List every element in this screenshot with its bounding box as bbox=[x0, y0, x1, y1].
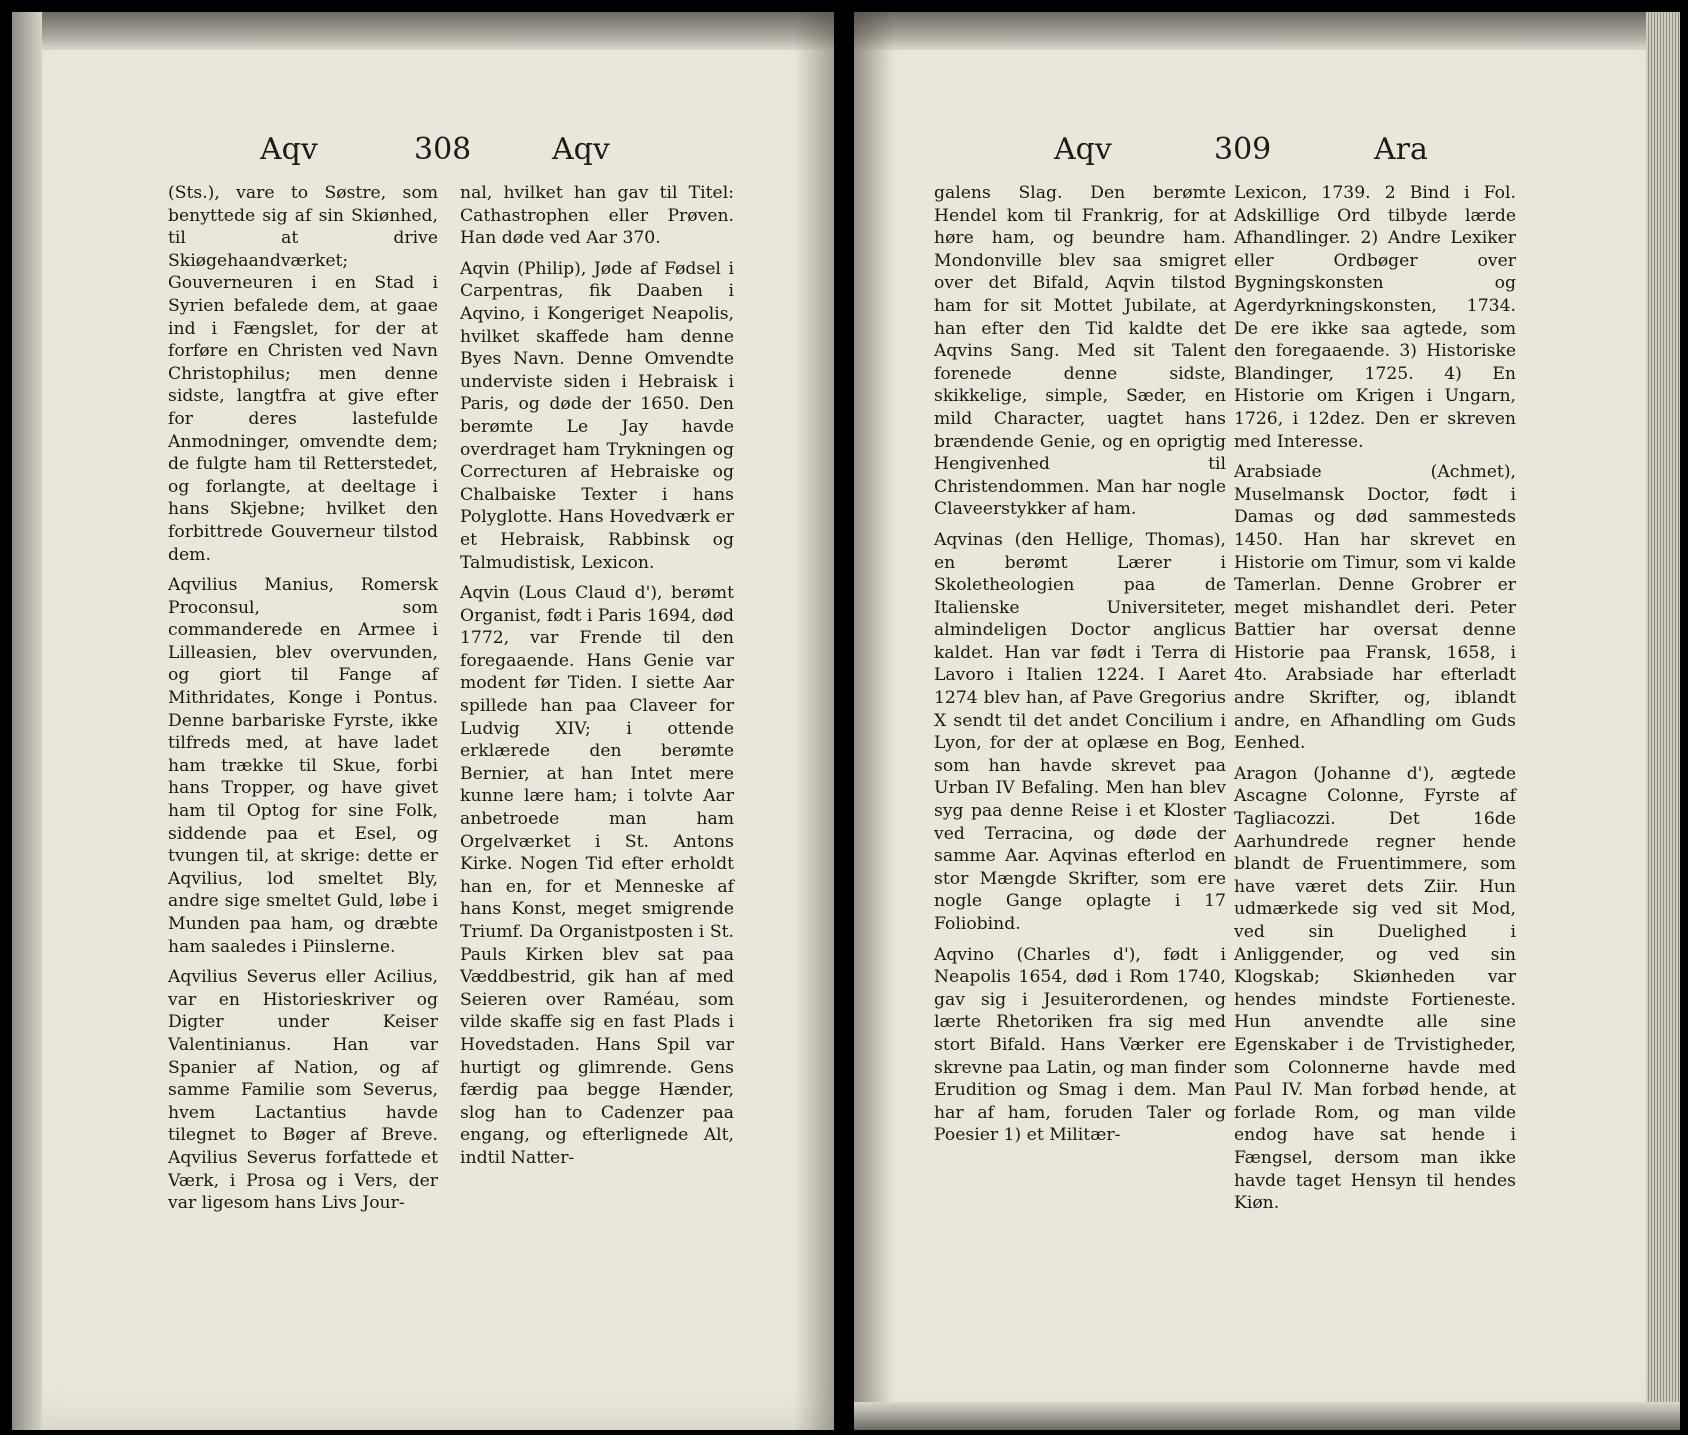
header-catchword-right: Ara bbox=[1374, 132, 1428, 167]
text-column-2 bbox=[460, 182, 734, 1170]
text-column-1 bbox=[168, 182, 438, 1215]
paragraph: Aqvin (Philip), Jøde af Fødsel i Carpentras, fik Daaben i Aqvino, i Kongeriget Neapolis, hvilket skaffede ham denne Byes Navn. Denne Omvendte underviste siden i Hebraisk i Paris, og døde der 1650. Den berømte Le Jay havde overdraget ham Trykningen og Correcturen af Hebraiske og Chalbaiske Texter i hans Polyglotte. Hans Hovedværk er et Hebraisk, Rabbinsk og Talmudistisk, Lexicon. bbox=[460, 258, 734, 573]
paragraph: (Sts.), vare to Søstre, som benyttede sig af sin Skiønhed, til at drive Skiøgehaandværket; Gouverneuren i en Stad i Syrien befalede dem, at gaae ind i Fængslet, for der at forføre en Christen ved Navn Christophilus; men denne sidste, langtfra at give efter for deres lastefulde Anmodninger, omvendte dem; de fulgte ham til Retterstedet, og forlangte, at deeltage i hans Skjebne; hvilket den forbittrede Gouverneur tilstod dem. bbox=[168, 183, 438, 565]
page-number: 308 bbox=[414, 132, 472, 167]
header-catchword-left: Aqv bbox=[1054, 132, 1112, 167]
header-catchword-left: Aqv bbox=[260, 132, 318, 167]
page-edge-right bbox=[1646, 12, 1680, 1430]
text-column-2 bbox=[1234, 182, 1516, 1215]
page-edge-left bbox=[12, 12, 42, 1430]
paragraph: Arabsiade (Achmet), Muselmansk Doctor, født i Damas og død sammesteds 1450. Han har skrevet en Historie om Timur, som vi kalde Tamerlan. Denne Grobrer er meget mishandlet deri. Peter Battier har oversat denne Historie paa Fransk, 1658, i 4to. Arabsiade har efterladt andre Skrifter, og, iblandt andre, en Afhandling om Guds Eenhed. bbox=[1234, 462, 1516, 754]
page-edge-top bbox=[12, 12, 834, 50]
page-edge-top bbox=[854, 12, 1680, 50]
right-page bbox=[854, 12, 1680, 1430]
book-gutter bbox=[794, 12, 834, 1430]
paragraph: Aqvinas (den Hellige, Thomas), en berømt Lærer i Skoletheologien paa de Italienske Universiteter, almindeligen Doctor anglicus kaldet. Han var født i Terra di Lavoro i Italien 1224. I Aaret 1274 blev han, af Pave Gregorius X sendt til det andet Concilium i Lyon, for der at oplæse en Bog, som han havde skrevet paa Urban IV Befaling. Men han blev syg paa denne Reise i et Kloster ved Terracina, og døde der samme Aar. Aqvinas efterlod en stor Mængde Skrifter, som ere nogle Gange oplagte i 17 Foliobind. bbox=[934, 529, 1226, 934]
header-catchword-right: Aqv bbox=[552, 132, 610, 167]
paragraph: galens Slag. Den berømte Hendel kom til Frankrig, for at høre ham, og beundre ham. Mondonville blev saa smigret over det Bifald, Aqvin tilstod ham for sit Mottet Jubilate, at han efter den Tid kaldte det Aqvins Sang. Med sit Talent forenede denne sidste, skikkelige, simple, Sæder, en mild Character, uagtet hans brændende Genie, og en oprigtig Hengivenhed til Christendommen. Man har nogle Claveerstykker af ham. bbox=[934, 183, 1226, 520]
paragraph: Aqvilius Severus eller Acilius, var en Historieskriver og Digter under Keiser Valentinianus. Han var Spanier af Nation, og af samme Familie som Severus, hvem Lactantius havde tilegnet to Bøger af Breve. Aqvilius Severus forfattede et Værk, i Prosa og i Vers, der var ligesom hans Livs Jour- bbox=[168, 967, 438, 1214]
text-column-1 bbox=[934, 182, 1226, 1147]
paragraph: Aqvino (Charles d'), født i Neapolis 1654, død i Rom 1740, gav sig i Jesuiterordenen, og lærte Rhetoriken fra sig med stort Bifald. Hans Værker ere skrevne paa Latin, og man finder Erudition og Smag i dem. Man har af ham, foruden Taler og Poesier 1) et Militær- bbox=[934, 944, 1226, 1146]
page-number: 309 bbox=[1214, 132, 1272, 167]
page-edge-bottom bbox=[854, 1402, 1680, 1430]
left-page bbox=[12, 12, 834, 1430]
book-gutter bbox=[854, 12, 894, 1430]
paragraph: Lexicon, 1739. 2 Bind i Fol. Adskillige Ord tilbyde lærde Afhandlinger. 2) Andre Lexiker eller Ordbøger over Bygningskonsten og Agerdyrkningskonsten, 1734. De ere ikke saa agtede, som den foregaaende. 3) Historiske Blandinger, 1725. 4) En Historie om Krigen i Ungarn, 1726, i 12dez. Den er skreven med Interesse. bbox=[1234, 183, 1516, 452]
paragraph: nal, hvilket han gav til Titel: Cathastrophen eller Prøven. Han døde ved Aar 370. bbox=[460, 183, 734, 249]
paragraph: Aragon (Johanne d'), ægtede Ascagne Colonne, Fyrste af Tagliacozzi. Det 16de Aarhundrede regner hende blandt de Fruentimmere, som have været dets Ziir. Hun udmærkede sig ved sit Mod, ved sin Duelighed i Anliggender, og ved sin Klogskab; Skiønheden var hendes mindste Fortieneste. Hun anvendte alle sine Egenskaber i de Trvistigheder, som Colonnerne havde med Paul IV. Man forbød hende, at forlade Rom, og man vilde endog have sat hende i Fængsel, dersom man ikke havde taget Hensyn til hendes Kiøn. bbox=[1234, 763, 1516, 1214]
paragraph: Aqvilius Manius, Romersk Proconsul, som commanderede en Armee i Lilleasien, blev overvunden, og giort til Fange af Mithridates, Konge i Pontus. Denne barbariske Fyrste, ikke tilfreds med, at have ladet ham trække til Skue, forbi hans Tropper, og have givet ham til Optog for sine Folk, siddende paa et Esel, og tvungen til, at skrige: dette er Aqvilius, lod smeltet Bly, andre sige smeltet Guld, løbe i Munden paa ham, og dræbte ham saaledes i Piinslerne. bbox=[168, 575, 438, 957]
paragraph: Aqvin (Lous Claud d'), berømt Organist, født i Paris 1694, død 1772, var Frende til den foregaaende. Hans Genie var modent før Tiden. I siette Aar spillede han paa Claveer for Ludvig XIV; i ottende erklærede den berømte Bernier, at han Intet mere kunne lære ham; i tolvte Aar anbetroede man ham Orgelværket i St. Antons Kirke. Nogen Tid efter erholdt han en, for et Menneske af hans Konst, meget smigrende Triumf. Da Organistposten i St. Pauls Kirken blev sat paa Væddbestrid, gik han af med Seieren over Raméau, som vilde skaffe sig en fast Plads i Hovedstaden. Hans Spil var hurtigt og glimrende. Gens færdig paa begge Hænder, slog han to Cadenzer paa engang, og efterlignede Alt, indtil Natter- bbox=[460, 583, 734, 1168]
